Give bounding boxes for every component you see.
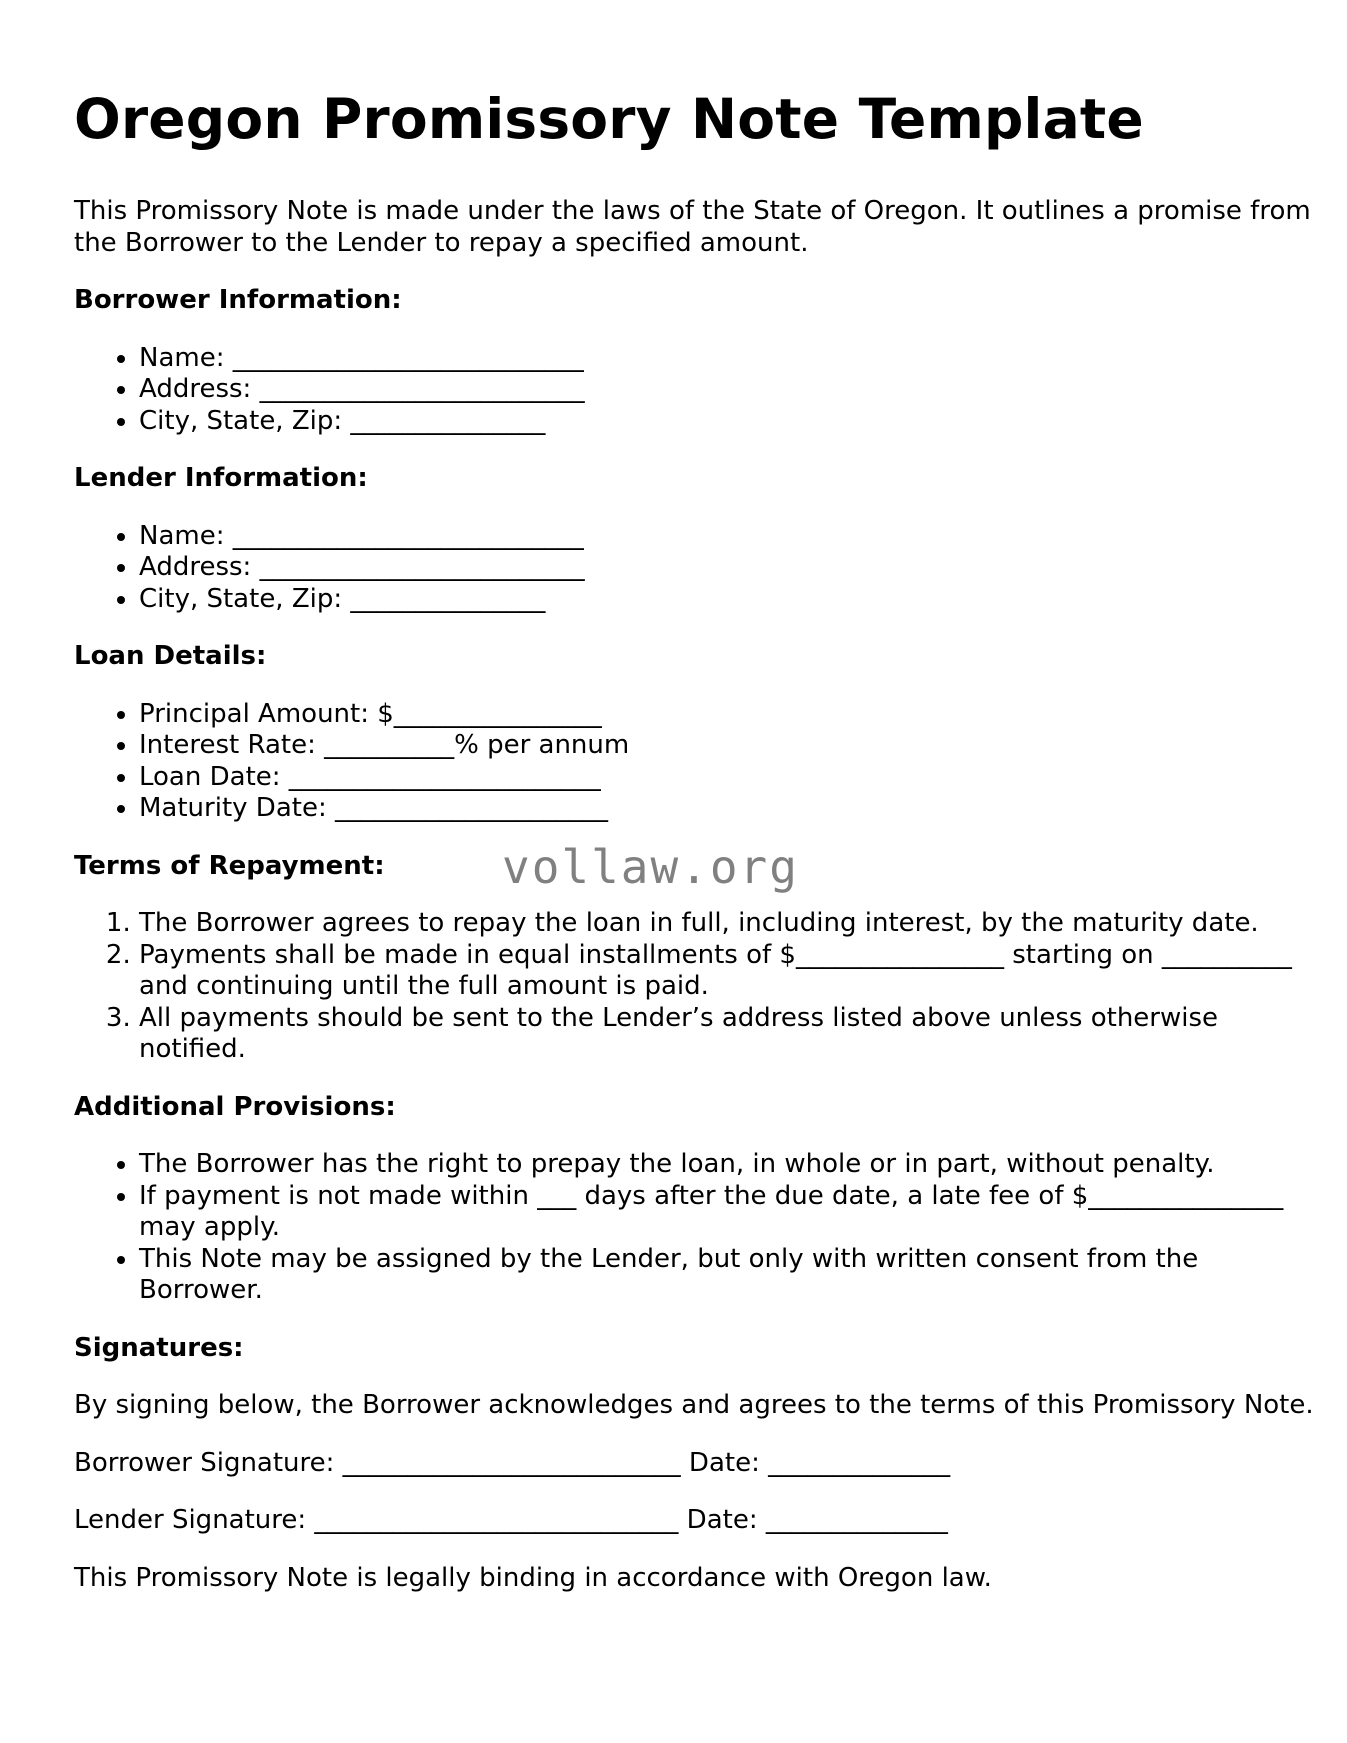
borrower-list (74, 343, 1314, 438)
borrower-signature-line: Borrower Signature: __________________________ Date: ______________ (74, 1447, 951, 1478)
signatures-statement: By signing below, the Borrower acknowledges and agrees to the terms of this Promissory Note. (74, 1390, 1314, 1420)
loan-details-heading: Loan Details: (74, 641, 267, 671)
borrower-heading: Borrower Information: (74, 285, 402, 315)
principal-amount-field: • Principal Amount: $________________ (139, 699, 1314, 731)
repayment-list (74, 908, 1314, 1066)
maturity-date-field: • Maturity Date: _____________________ (139, 793, 1314, 825)
loan-details-list (74, 699, 1314, 825)
interest-rate-field: • Interest Rate: __________% per annum (139, 730, 1314, 762)
borrower-address-field: • Address: _________________________ (139, 374, 1314, 406)
signatures-heading: Signatures: (74, 1332, 244, 1363)
lender-address-field: • Address: _________________________ (139, 552, 1314, 584)
repayment-term-1: 1. The Borrower agrees to repay the loan in full, including interest, by the maturity date. (139, 908, 1314, 940)
provision-late-fee: • If payment is not made within ___ days after the due date, a late fee of $_______________ may apply. (139, 1181, 1314, 1244)
repayment-term-2: 2. Payments shall be made in equal installments of $________________ starting on __________ and continuing until the full amount is paid. (139, 940, 1314, 1003)
borrower-name-field: • Name: ___________________________ (139, 343, 1314, 375)
lender-heading: Lender Information: (74, 463, 368, 493)
lender-city-state-zip-field: • City, State, Zip: _______________ (139, 584, 1314, 616)
provision-assignment: • This Note may be assigned by the Lender, but only with written consent from the Borrower. (139, 1244, 1314, 1307)
lender-list (74, 521, 1314, 616)
repayment-heading: Terms of Repayment: (74, 850, 385, 881)
borrower-city-state-zip-field: • City, State, Zip: _______________ (139, 406, 1314, 438)
watermark: vollaw.org (502, 840, 799, 894)
repayment-term-3: 3. All payments should be sent to the Lender’s address listed above unless otherwise notified. (139, 1003, 1314, 1066)
provisions-heading: Additional Provisions: (74, 1091, 396, 1122)
lender-name-field: • Name: ___________________________ (139, 521, 1314, 553)
document-title: Oregon Promissory Note Template (74, 87, 1144, 151)
provision-prepay: • The Borrower has the right to prepay the loan, in whole or in part, without penalty. (139, 1149, 1314, 1181)
intro-paragraph: This Promissory Note is made under the laws of the State of Oregon. It outlines a promise from the Borrower to the Lender to repay a specified amount. (74, 196, 1311, 258)
closing-statement: This Promissory Note is legally binding in accordance with Oregon law. (74, 1562, 992, 1593)
provisions-list (74, 1149, 1314, 1307)
lender-signature-line: Lender Signature: ____________________________ Date: ______________ (74, 1505, 948, 1535)
loan-date-field: • Loan Date: ________________________ (139, 762, 1314, 794)
